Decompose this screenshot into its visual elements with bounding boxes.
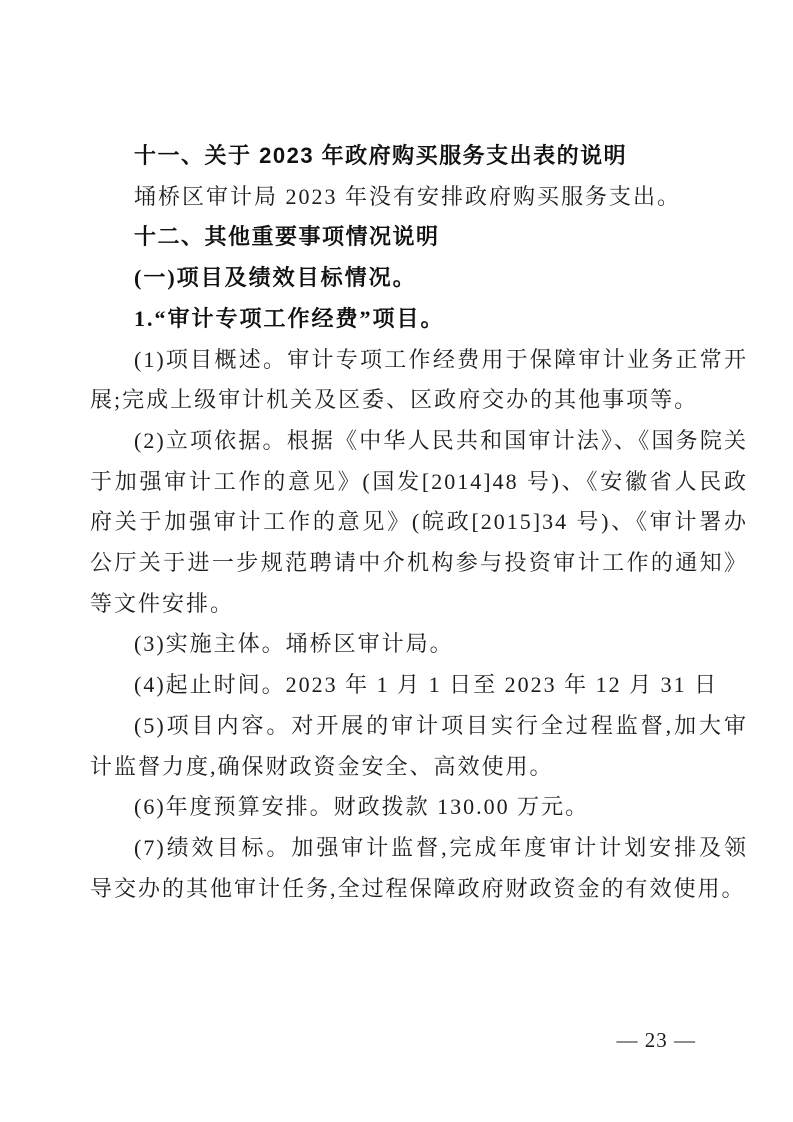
body-paragraph: 埇桥区审计局 2023 年没有安排政府购买服务支出。 <box>134 183 682 209</box>
body-paragraph: (6)年度预算安排。财政拨款 130.00 万元。 <box>134 794 590 820</box>
section-heading: (一)项目及绩效目标情况。 <box>134 265 417 291</box>
section-heading: 十二、其他重要事项情况说明 <box>134 224 440 250</box>
body-paragraph: (4)起止时间。2023 年 1 月 1 日至 2023 年 12 月 31 日 <box>134 672 719 698</box>
page-number: — 23 — <box>616 1028 696 1052</box>
body-paragraph: (2)立项依据。根据《中华人民共和国审计法》、《国务院关于加强审计工作的意见》(国发[2014]48 号)、《安徽省人民政府关于加强审计工作的意见》(皖政[2015]34 号)、《审计署办公厅关于进一步规范聘请中介机构参与投资审计工作的通知》等文件安排。 <box>90 427 748 616</box>
section-heading: 十一、关于 2023 年政府购买服务支出表的说明 <box>134 143 628 168</box>
document-body <box>90 136 748 909</box>
body-paragraph: (7)绩效目标。加强审计监督,完成年度审计计划安排及领导交办的其他审计任务,全过程保障政府财政资金的有效使用。 <box>90 834 748 901</box>
section-heading: 1.“审计专项工作经费”项目。 <box>134 305 445 331</box>
body-paragraph: (5)项目内容。对开展的审计项目实行全过程监督,加大审计监督力度,确保财政资金安全、高效使用。 <box>90 712 748 779</box>
body-paragraph: (3)实施主体。埇桥区审计局。 <box>134 631 454 657</box>
body-paragraph: (1)项目概述。审计专项工作经费用于保障审计业务正常开展;完成上级审计机关及区委、区政府交办的其他事项等。 <box>90 346 748 413</box>
